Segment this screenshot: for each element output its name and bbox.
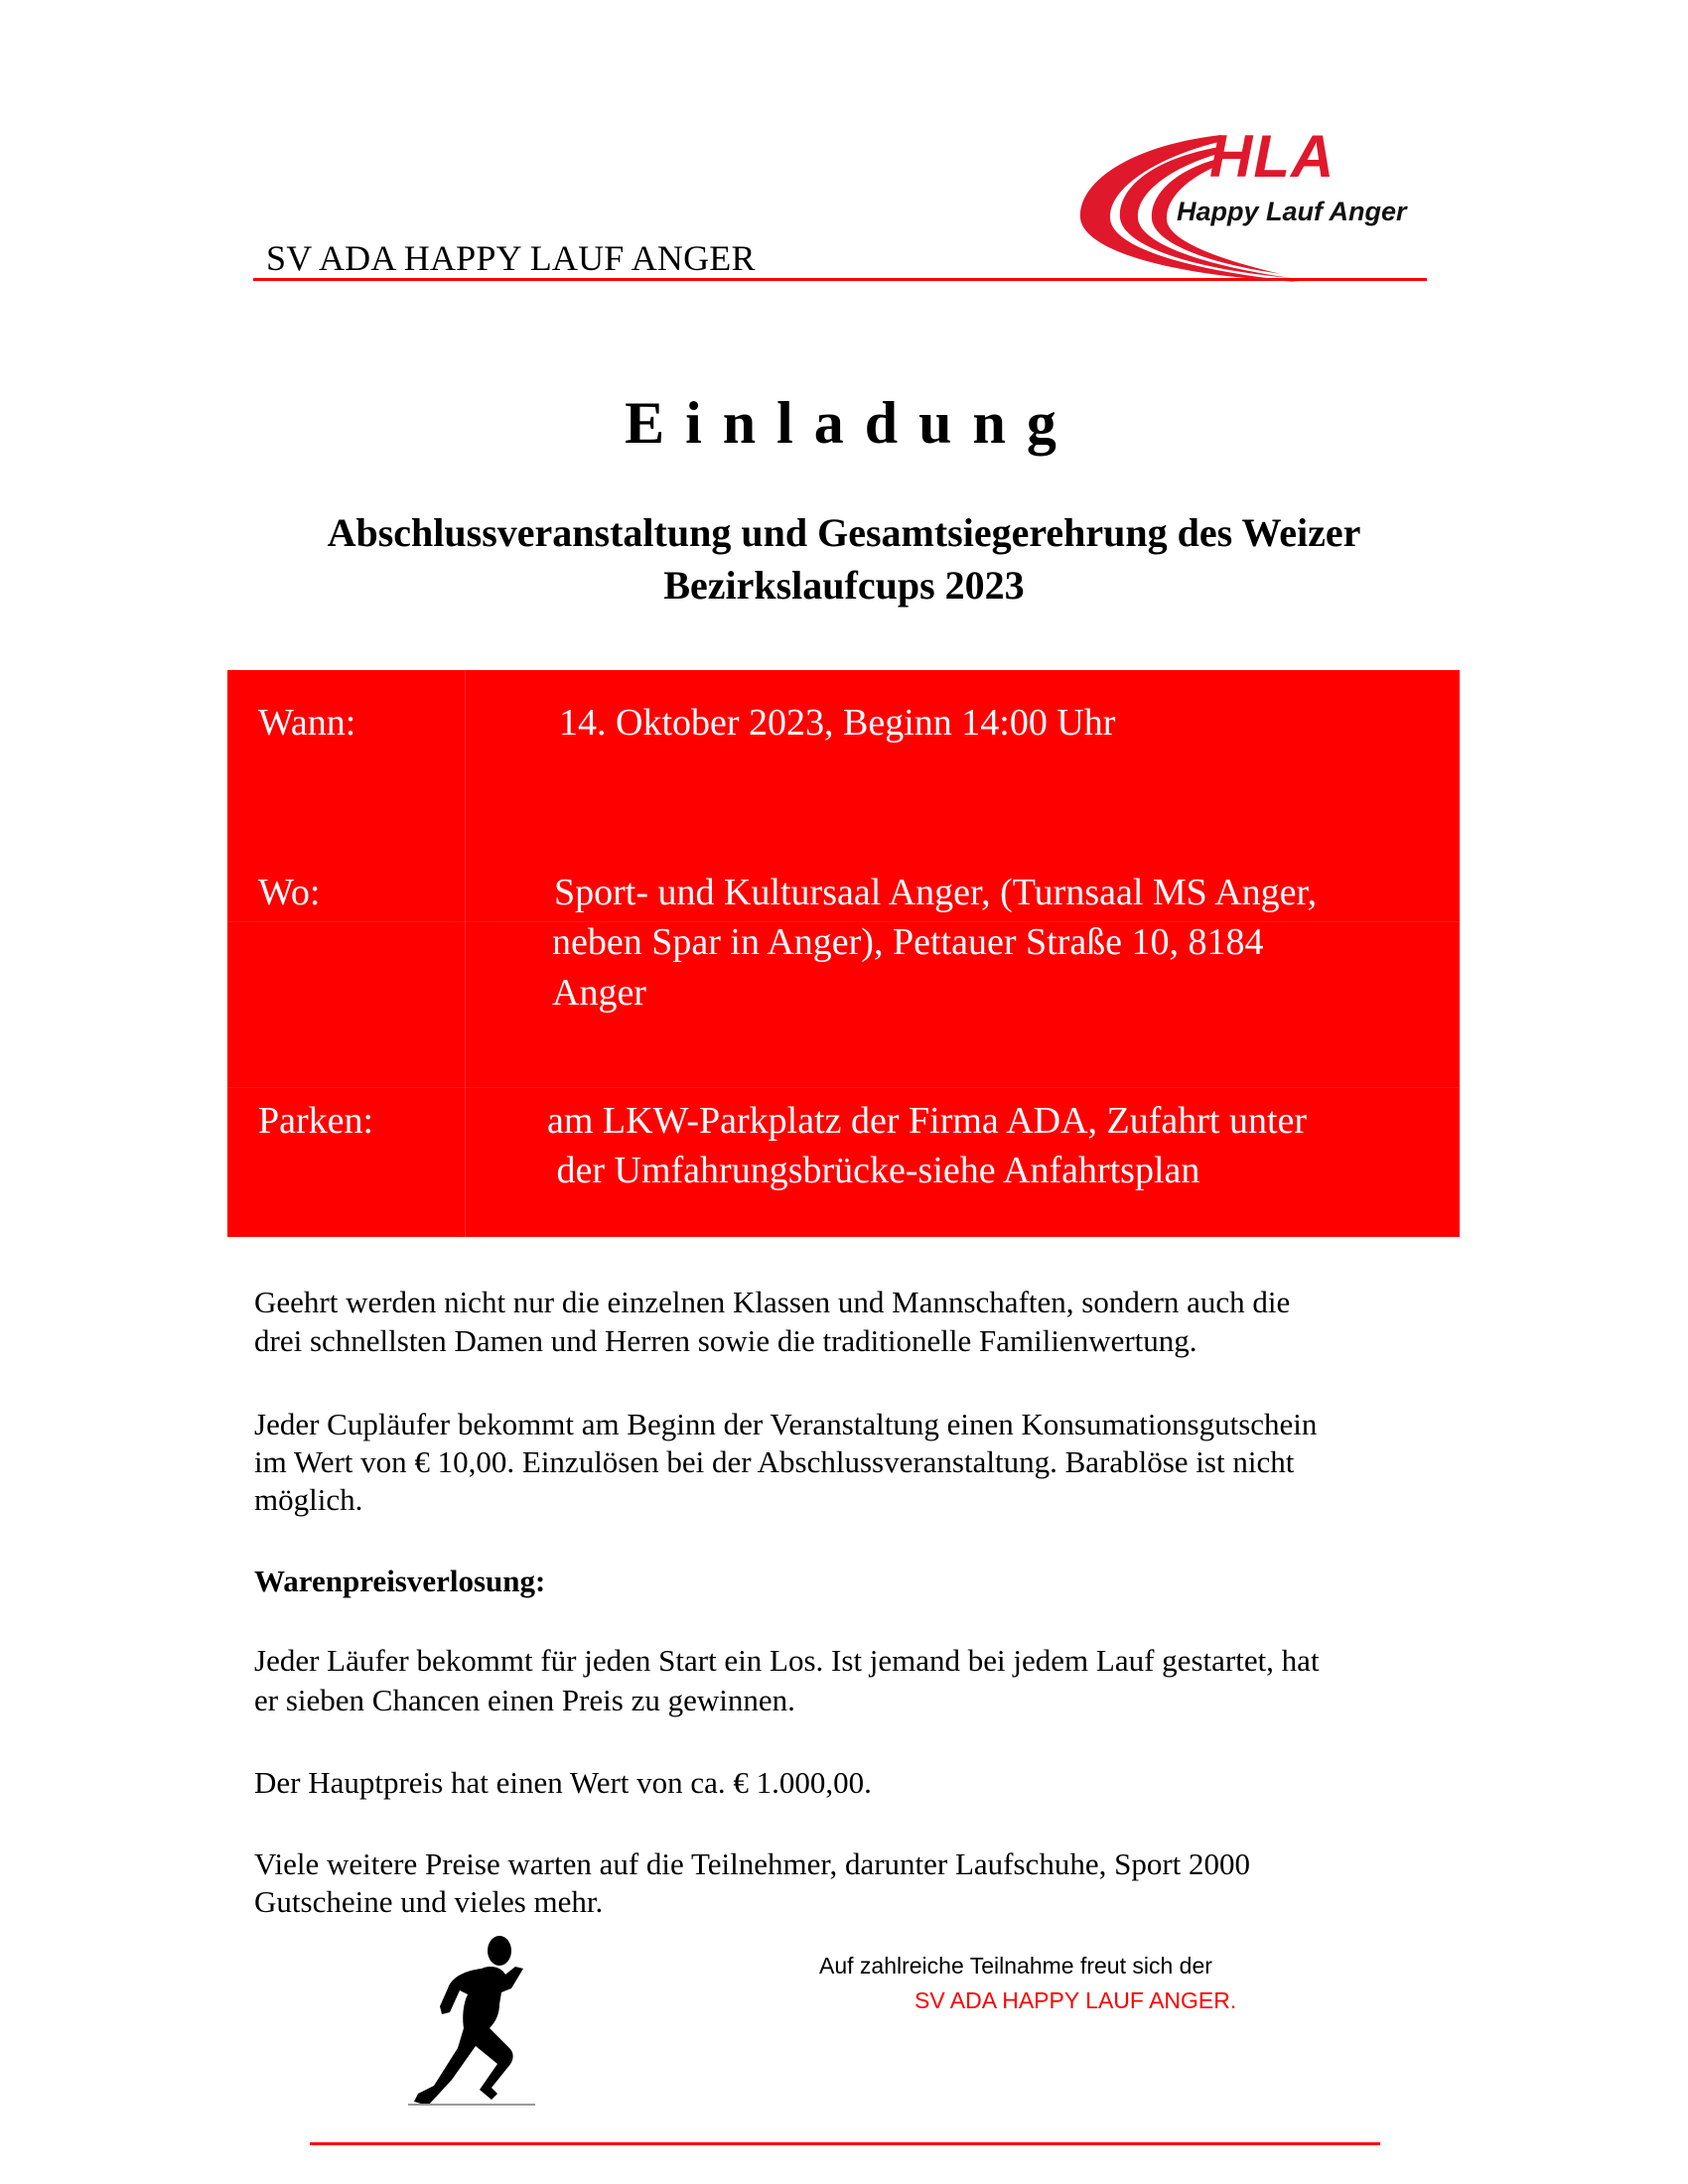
where-value-line-3: Anger: [552, 972, 646, 1014]
where-value-line-1: Sport- und Kultursaal Anger, (Turnsaal MS Anger,: [554, 872, 1318, 913]
subtitle-line-2: Bezirkslaufcups 2023: [663, 563, 1025, 608]
voucher-line-2: im Wert von € 10,00. Einzulösen bei der Abschlussveranstaltung. Barablöse ist nicht: [254, 1444, 1295, 1479]
parking-value-line-2: der Umfahrungsbrücke-siehe Anfahrtsplan: [547, 1150, 1200, 1191]
where-label: Wo:: [258, 872, 321, 913]
column-divider: [465, 670, 466, 1237]
when-value: 14. Oktober 2023, Beginn 14:00 Uhr: [559, 702, 1116, 744]
more-prizes-line-2: Gutscheine und vieles mehr.: [254, 1884, 604, 1919]
runner-silhouette-icon: [402, 1931, 541, 2110]
closing-line-2: SV ADA HAPPY LAUF ANGER.: [914, 1987, 1237, 2013]
subtitle-line-1: Abschlussveranstaltung und Gesamtsiegerehrung des Weizer: [327, 510, 1361, 555]
when-label: Wann:: [258, 702, 356, 744]
where-value-line-2: neben Spar in Anger), Pettauer Straße 10, 8184: [552, 921, 1264, 963]
main-prize: Der Hauptpreis hat einen Wert von ca. € 1.000,00.: [254, 1765, 872, 1800]
more-prizes-line-1: Viele weitere Preise warten auf die Teilnehmer, darunter Laufschuhe, Sport 2000: [254, 1846, 1251, 1881]
voucher-line-3: möglich.: [254, 1482, 363, 1517]
closing-line-1: Auf zahlreiche Teilnahme freut sich der: [819, 1953, 1212, 1979]
raffle-heading: Warenpreisverlosung:: [254, 1564, 546, 1598]
parking-value-line-1: am LKW-Parkplatz der Firma ADA, Zufahrt unter: [547, 1100, 1308, 1142]
raffle-line-2: er sieben Chancen einen Preis zu gewinnen.: [254, 1683, 795, 1717]
page-title: Einladung: [625, 390, 1077, 456]
club-name-header: SV ADA HAPPY LAUF ANGER: [266, 238, 756, 278]
row-separator: [227, 1087, 1460, 1088]
parking-label: Parken:: [258, 1100, 374, 1142]
hla-logo: [1072, 123, 1430, 282]
raffle-line-1: Jeder Läufer bekommt für jeden Start ein Los. Ist jemand bei jedem Lauf gestartet, hat: [254, 1643, 1320, 1678]
honors-line-1: Geehrt werden nicht nur die einzelnen Klassen und Mannschaften, sondern auch die: [254, 1285, 1291, 1319]
logo-abbreviation: HLA: [1209, 123, 1336, 190]
logo-tagline: Happy Lauf Anger: [1177, 197, 1407, 226]
footer-divider: [310, 2142, 1380, 2145]
event-details-box: [227, 670, 1460, 1237]
voucher-line-1: Jeder Cupläufer bekommt am Beginn der Veranstaltung einen Konsumationsgutschein: [254, 1407, 1318, 1441]
honors-line-2: drei schnellsten Damen und Herren sowie die traditionelle Familienwertung.: [254, 1323, 1197, 1358]
